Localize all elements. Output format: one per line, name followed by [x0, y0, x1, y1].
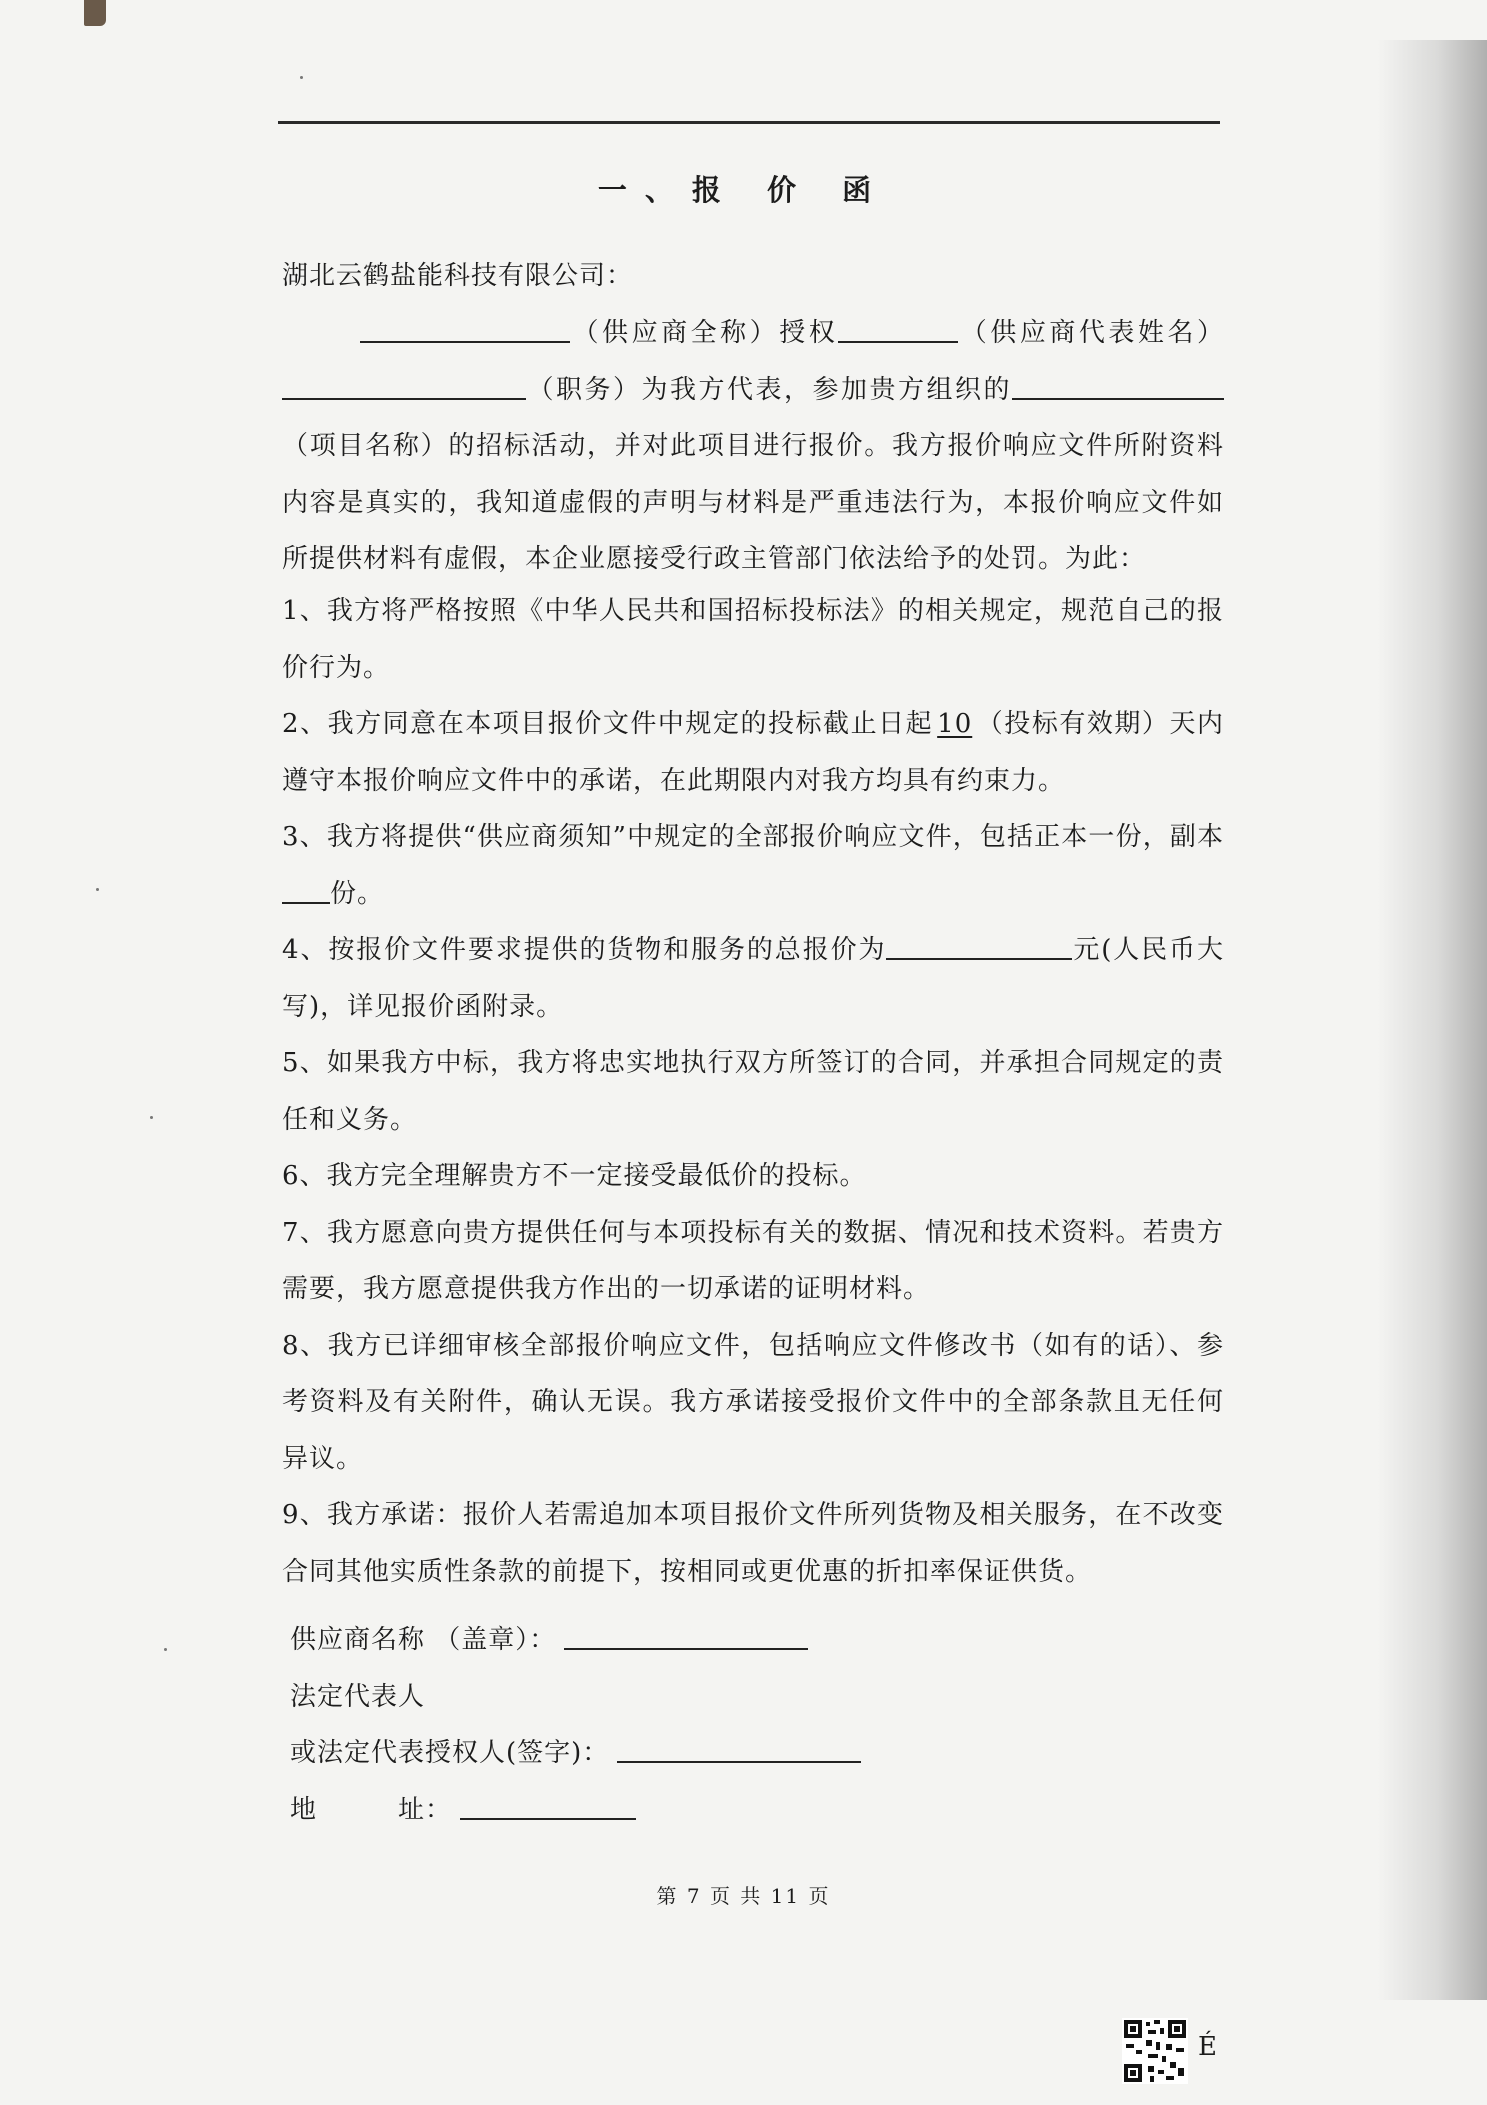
item2-text-before: 2、我方同意在本项目报价文件中规定的投标截止日起 — [282, 709, 934, 739]
scan-edge-shadow — [1377, 40, 1487, 2000]
scan-speck — [150, 1116, 153, 1119]
blank-copies[interactable] — [282, 876, 330, 904]
scan-speck — [96, 888, 99, 891]
item3-text-after: 份。 — [330, 878, 385, 909]
intro-text-3: （职务）为我方代表，参加贵方组织的 — [526, 374, 1012, 405]
document-title: 一、报 价 函 — [597, 173, 890, 207]
item2-text-after: （投标有效期）天内遵守本报价响应文件中的承诺，在此期限内对我方均具有约束力。 — [282, 709, 1224, 796]
authorized-row — [290, 1725, 861, 1782]
list-item — [282, 809, 1224, 922]
item4-text-before: 4、按报价文件要求提供的货物和服务的总报价为 — [282, 935, 887, 965]
blank-total-price[interactable] — [886, 932, 1072, 960]
address-field[interactable] — [460, 1792, 636, 1820]
list-item: 7、我方愿意向贵方提供任何与本项投标有关的数据、情况和技术资料。若贵方需要，我方愿意提供我方作出的一切承诺的证明材料。 — [282, 1217, 1224, 1304]
blank-supplier-name[interactable] — [360, 315, 570, 343]
address-label: 地 址： — [290, 1794, 453, 1825]
intro-text-2: （供应商代表姓名） — [958, 318, 1224, 348]
list-item — [282, 696, 1224, 809]
legal-rep-label: 法定代表人 — [290, 1681, 426, 1712]
signature-block — [290, 1612, 861, 1838]
scan-speck — [300, 76, 303, 79]
stamp-glyph: É — [1198, 2032, 1217, 2062]
item4-text-after: 元(人民币大写)，详见报价函附录。 — [282, 935, 1224, 1022]
scan-speck — [164, 1648, 167, 1651]
authorized-label: 或法定代表授权人(签字)： — [290, 1738, 610, 1768]
list-item: 5、如果我方中标，我方将忠实地执行双方所签订的合同，并承担合同规定的责任和义务。 — [282, 1048, 1224, 1135]
supplier-name-field[interactable] — [564, 1622, 808, 1650]
list-item: 1、我方将严格按照《中华人民共和国招标投标法》的相关规定，规范自己的报价行为。 — [282, 596, 1224, 683]
supplier-name-label: 供应商名称 （盖章）： — [290, 1625, 557, 1655]
qr-code-icon — [1122, 2018, 1188, 2084]
page-number: 第 7 页 共 11 页 — [656, 1884, 831, 1908]
header-rule — [278, 121, 1220, 124]
address-row — [290, 1782, 861, 1839]
validity-days: 10 — [937, 709, 973, 739]
list-item — [282, 922, 1224, 1035]
blank-position[interactable] — [282, 372, 526, 400]
item3-text-before: 3、我方将提供“供应商须知”中规定的全部报价响应文件，包括正本一份，副本 — [282, 822, 1224, 852]
intro-paragraph — [282, 305, 1224, 588]
supplier-name-row — [290, 1612, 861, 1669]
list-item: 9、我方承诺：报价人若需追加本项目报价文件所列货物及相关服务，在不改变合同其他实质性条款的前提下，按相同或更优惠的折扣率保证供货。 — [282, 1500, 1224, 1587]
blank-project-name[interactable] — [1012, 372, 1224, 400]
scan-corner-mark — [84, 0, 106, 26]
addressee: 湖北云鹤盐能科技有限公司： — [282, 261, 634, 291]
intro-text-4: （项目名称）的招标活动，并对此项目进行报价。我方报价响应文件所附资料内容是真实的，我知道虚假的声明与材料是严重违法行为，本报价响应文件如所提供材料有虚假，本企业愿接受行政主管部门依法给予的处罚。为此： — [282, 431, 1224, 574]
list-item: 6、我方完全理解贵方不一定接受最低价的投标。 — [282, 1161, 867, 1191]
commitment-list — [282, 583, 1224, 1600]
list-item: 8、我方已详细审核全部报价响应文件，包括响应文件修改书（如有的话）、参考资料及有关附件，确认无误。我方承诺接受报价文件中的全部条款且无任何异议。 — [282, 1330, 1224, 1474]
blank-rep-name[interactable] — [838, 315, 958, 343]
authorized-signature-field[interactable] — [617, 1735, 861, 1763]
intro-text-1: （供应商全称）授权 — [570, 318, 839, 348]
